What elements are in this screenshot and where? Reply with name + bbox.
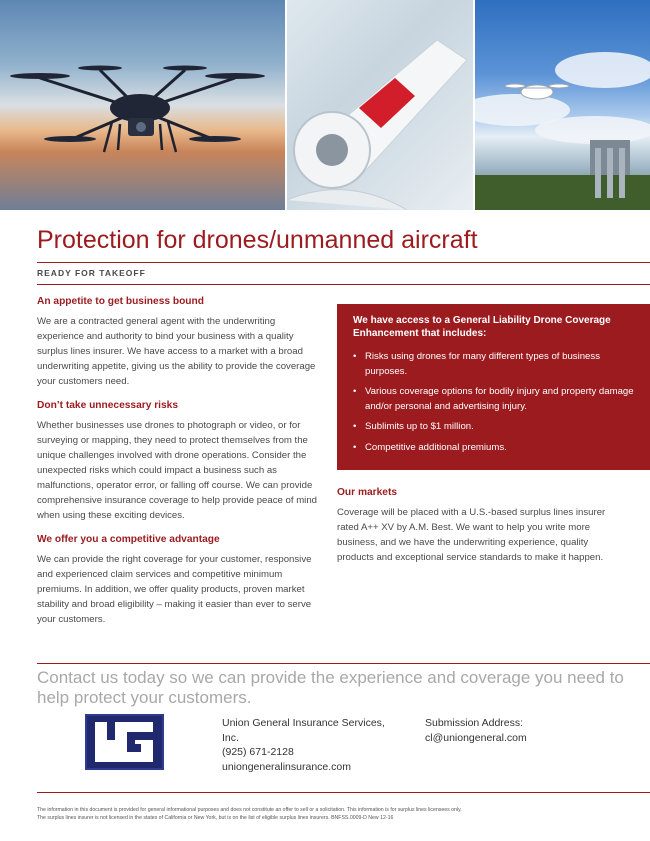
coverage-box-heading: We have access to a General Liability Drone Coverage Enhancement that includes:: [353, 315, 611, 339]
company-website[interactable]: uniongeneralinsurance.com: [222, 760, 351, 773]
markets-section: [337, 485, 627, 574]
advantage-heading: We offer you a competitive advantage: [37, 534, 220, 545]
ug-logo: [85, 714, 164, 770]
fine-print: [37, 807, 637, 822]
list-item: • Sublimits up to $1 million.: [353, 421, 474, 432]
fine-print-line-2: The surplus lines insurer is not licensed in the states of California or New York, but is on the list of eligible surplus lines insurers. BNFSS.0009-D New 12-16: [37, 814, 394, 821]
submission-address: [425, 716, 615, 745]
list-item: • Risks using drones for many different types of business purposes.: [353, 351, 600, 377]
contact-divider: [37, 663, 650, 664]
fine-print-line-1: The information in this document is provided for general informational purposes and does not constitute an offer to sell or a solicitation. This information is for surplus lines licensees only.: [37, 807, 462, 813]
drone-sunset-photo: [0, 0, 285, 210]
propeller-photo: [287, 0, 473, 210]
coverage-enhancement-box: [337, 304, 650, 470]
appetite-text: We are a contracted general agent with the underwriting experience and authority to bind your business with a quality surplus lines insurer. We have access to a market with a broad underwriting appetite, giving us the ability to provide the coverage your customers need.: [37, 316, 316, 387]
ug-logo-mark: [87, 716, 162, 768]
list-item: • Competitive additional premiums.: [353, 441, 507, 453]
coverage-list: [353, 350, 634, 455]
advantage-text: We can provide the right coverage for your customer, responsive and experienced claim services and competitive minimum premiums. In addition, we offer quality products, proven market stability and broad eligibility – making it easier than ever to serve your customers.: [37, 554, 312, 625]
contact-callout: Contact us today so we can provide the experience and coverage you need to help protect your customers.: [37, 668, 624, 707]
hero-photos: [0, 0, 650, 210]
markets-text: Coverage will be placed with a U.S.-based surplus lines insurer rated A++ XV by A.M. Best. We want to help you write more business, and we have the underwriting experience, quality products and exceptional service standards to make it happen.: [337, 507, 606, 563]
appetite-heading: An appetite to get business bound: [37, 296, 204, 307]
coverage-item-text: Various coverage options for bodily injury and property damage and/or personal and advertising injury.: [365, 386, 634, 412]
eyebrow-divider: [37, 284, 650, 285]
company-address: [222, 716, 402, 774]
title-divider: [37, 262, 650, 263]
left-column: [37, 294, 322, 636]
submission-email[interactable]: cl@uniongeneral.com: [425, 731, 527, 744]
section-eyebrow: READY FOR TAKEOFF: [37, 268, 146, 278]
list-item: • Various coverage options for bodily injury and property damage and/or personal and advertising injury.: [353, 386, 634, 412]
company-name: Union General Insurance Services, Inc.: [222, 717, 385, 744]
company-phone[interactable]: (925) 671-2128: [222, 746, 294, 758]
coverage-item-text: Competitive additional premiums.: [365, 441, 507, 453]
coverage-item-text: Risks using drones for many different types of business purposes.: [365, 351, 600, 377]
markets-heading: Our markets: [337, 487, 398, 498]
risks-heading: Don’t take unnecessary risks: [37, 400, 178, 411]
page-title: Protection for drones/unmanned aircraft: [37, 226, 478, 254]
risks-text: Whether businesses use drones to photograph or video, or for surveying or mapping, they need to protect themselves from the unique challenges involved with drone operations. Consider the unexpected risks which could impact a business such as malfunctions, operator error, or falling off course. We can provide comprehensive insurance coverage to help provide peace of mind when using these exciting devices.: [37, 420, 317, 521]
white-drone-city-photo: [475, 0, 650, 210]
submission-label: Submission Address:: [425, 717, 524, 729]
footer-divider: [37, 792, 650, 793]
coverage-item-text: Sublimits up to $1 million.: [365, 421, 474, 432]
